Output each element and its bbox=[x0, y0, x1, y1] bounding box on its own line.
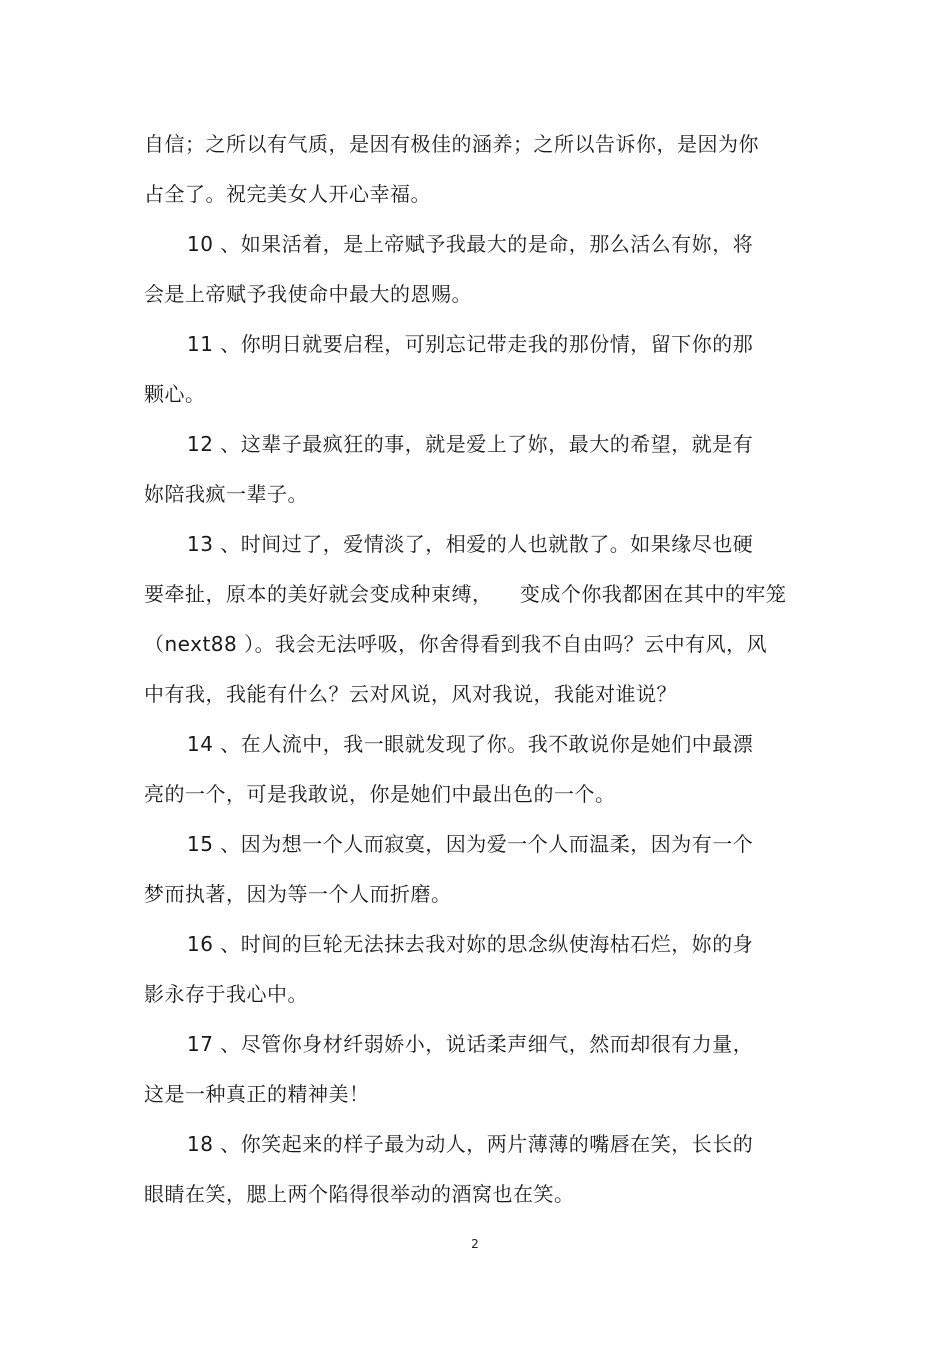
text-line: 要牵扯，原本的美好就会变成种束缚， 变成个你我都困在其中的牢笼 bbox=[144, 582, 787, 606]
text-line: 颗心。 bbox=[144, 382, 206, 406]
text-line: 10 、如果活着，是上帝赋予我最大的是命，那么活么有妳，将 bbox=[187, 232, 754, 256]
text-line: 中有我，我能有什么？云对风说，风对我说，我能对谁说？ bbox=[144, 682, 677, 706]
text-line: 这是一种真正的精神美！ bbox=[144, 1082, 370, 1106]
text-line: 11 、你明日就要启程，可别忘记带走我的那份情，留下你的那 bbox=[187, 332, 754, 356]
text-line: 13 、时间过了，爱情淡了，相爱的人也就散了。如果缘尽也硬 bbox=[187, 532, 754, 556]
text-line: 占全了。祝完美女人开心幸福。 bbox=[144, 182, 431, 206]
text-line: 16 、时间的巨轮无法抹去我对妳的思念纵使海枯石烂，妳的身 bbox=[187, 932, 754, 956]
text-line: 会是上帝赋予我使命中最大的恩赐。 bbox=[144, 282, 472, 306]
text-line: 梦而执著，因为等一个人而折磨。 bbox=[144, 882, 452, 906]
page-number: 2 bbox=[471, 1237, 479, 1251]
text-line: 18 、你笑起来的样子最为动人，两片薄薄的嘴唇在笑，长长的 bbox=[187, 1132, 754, 1156]
text-line: 12 、这辈子最疯狂的事，就是爱上了妳，最大的希望，就是有 bbox=[187, 432, 754, 456]
text-line: 14 、在人流中，我一眼就发现了你。我不敢说你是她们中最漂 bbox=[187, 732, 754, 756]
text-line: 眼睛在笑，腮上两个陷得很举动的酒窝也在笑。 bbox=[144, 1182, 575, 1206]
text-line: 亮的一个，可是我敢说，你是她们中最出色的一个。 bbox=[144, 782, 616, 806]
text-line: 妳陪我疯一辈子。 bbox=[144, 482, 308, 506]
text-line: 17 、尽管你身材纤弱娇小，说话柔声细气，然而却很有力量， bbox=[187, 1032, 754, 1056]
text-line: 自信；之所以有气质，是因有极佳的涵养；之所以告诉你，是因为你 bbox=[144, 132, 759, 156]
text-line: 15 、因为想一个人而寂寞，因为爱一个人而温柔，因为有一个 bbox=[187, 832, 754, 856]
text-line: （next88 ）。我会无法呼吸，你舍得看到我不自由吗？云中有风，风 bbox=[144, 632, 768, 656]
text-line: 影永存于我心中。 bbox=[144, 982, 308, 1006]
